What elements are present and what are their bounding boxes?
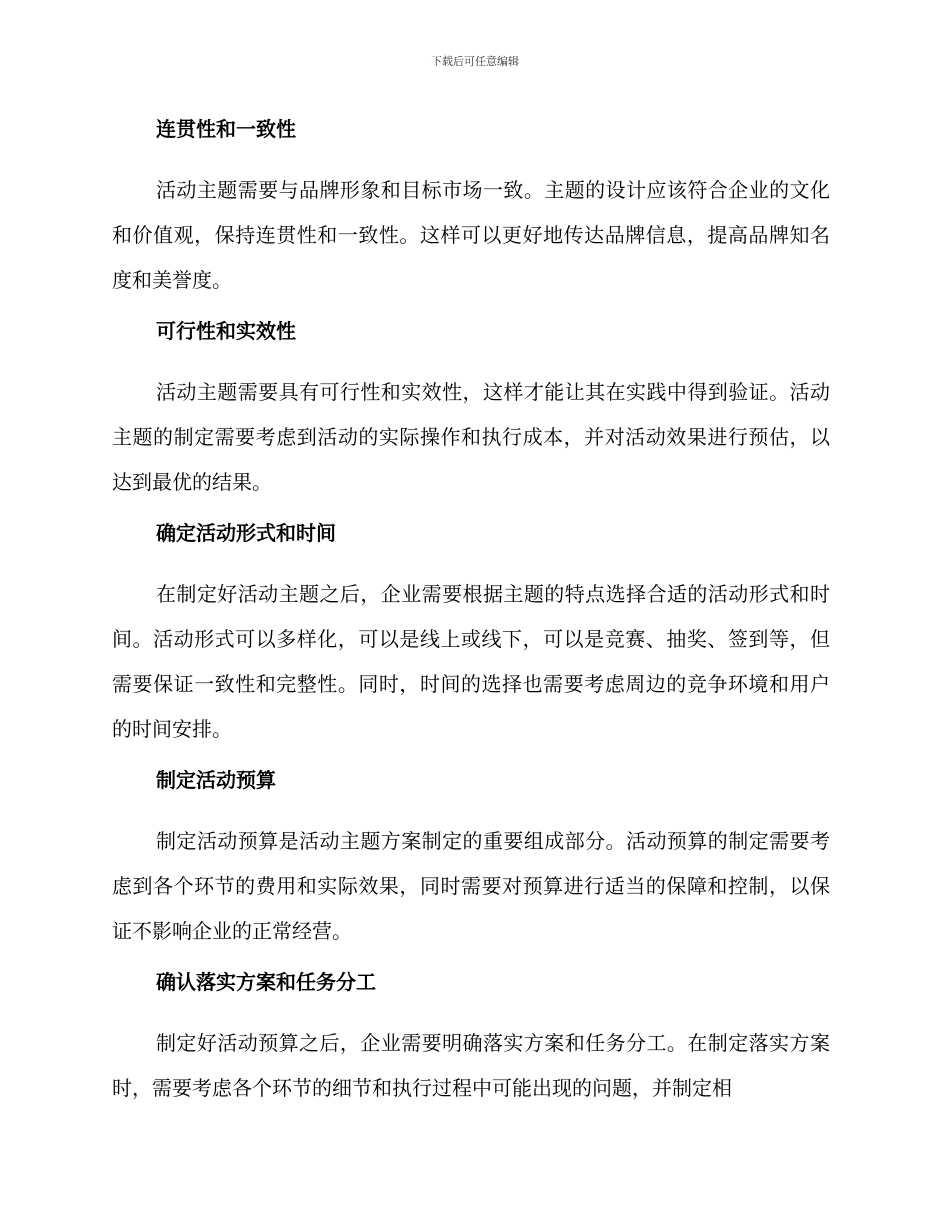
section-paragraph-implementation: 制定好活动预算之后，企业需要明确落实方案和任务分工。在制定落实方案时，需要考虑各个环节的细节和执行过程中可能出现的问题，并制定相 [112, 1031, 830, 1100]
header-note: 下载后可任意编辑 [431, 55, 519, 68]
section-paragraph-consistency: 活动主题需要与品牌形象和目标市场一致。主题的设计应该符合企业的文化和价值观，保持连贯性和一致性。这样可以更好地传达品牌信息，提高品牌知名度和美誉度。 [112, 178, 830, 292]
section-heading-consistency: 连贯性和一致性 [156, 117, 296, 141]
section-paragraph-feasibility: 活动主题需要具有可行性和实效性，这样才能让其在实践中得到验证。活动主题的制定需要考虑到活动的实际操作和执行成本，并对活动效果进行预估，以达到最优的结果。 [112, 380, 830, 494]
section-paragraph-budget: 制定活动预算是活动主题方案制定的重要组成部分。活动预算的制定需要考虑到各个环节的费用和实际效果，同时需要对预算进行适当的保障和控制，以保证不影响企业的正常经营。 [112, 829, 830, 943]
section-heading-feasibility: 可行性和实效性 [156, 319, 296, 343]
section-paragraph-form-and-time: 在制定好活动主题之后，企业需要根据主题的特点选择合适的活动形式和时间。活动形式可以多样化，可以是线上或线下，可以是竞赛、抽奖、签到等，但需要保证一致性和完整性。同时，时间的选择也需要考虑周边的竞争环境和用户的时间安排。 [112, 582, 830, 741]
document-body [112, 112, 830, 1111]
section-heading-form-and-time: 确定活动形式和时间 [156, 521, 336, 545]
section-heading-implementation: 确认落实方案和任务分工 [156, 970, 376, 994]
section-heading-budget: 制定活动预算 [156, 768, 276, 792]
